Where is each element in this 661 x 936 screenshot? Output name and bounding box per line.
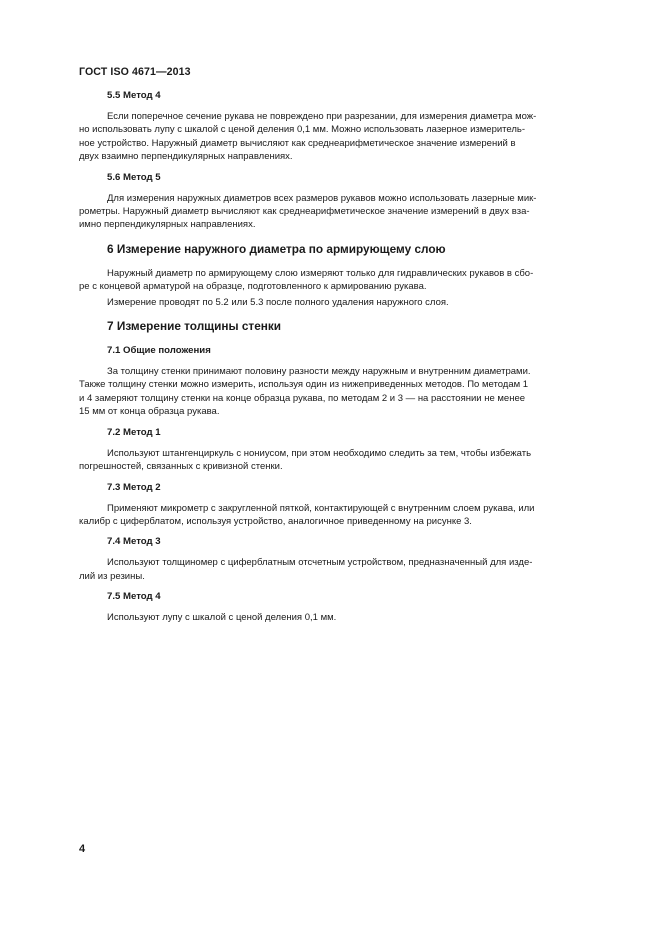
paragraph: Наружный диаметр по армирующему слою измеряют только для гидравлических рукавов в сбо- ре с концевой арматурой на образце, подготовленного к армированию рукава. xyxy=(79,267,534,293)
document-body xyxy=(79,89,615,632)
document-header: ГОСТ ISO 4671—2013 xyxy=(79,66,191,78)
paragraph: Используют толщиномер с циферблатным отсчетным устройством, предназначенный для изде- лий из резины. xyxy=(79,557,533,582)
chapter-heading: 6 Измерение наружного диаметра по армирующему слою xyxy=(107,241,446,256)
paragraph: Для измерения наружных диаметров всех размеров рукавов можно использовать лазерные мик- рометры. Наружный диаметр вычисляют как среднеарифметическое значение измерений в двух вза- имно перпендикулярных направлениях. xyxy=(79,192,537,231)
paragraph: За толщину стенки принимают половину разности между наружным и внутренним диаметрами. Также толщину стенки можно измерить, используя один из нижеприведенных методов. По методам 1 и 4 замеряют толщину стенки на конце образца рукава, по методам 2 и 3 — на расстоянии не менее 15 мм от конца образца рукава. xyxy=(79,366,531,418)
paragraph: Используют штангенциркуль с нониусом, при этом необходимо следить за тем, чтобы избежать погрешностей, связанных с кривизной стенки. xyxy=(79,447,532,473)
section-heading: 5.6 Метод 5 xyxy=(107,171,161,183)
paragraph: Измерение проводят по 5.2 или 5.3 после полного удаления наружного слоя. xyxy=(107,296,449,308)
section-heading: 7.5 Метод 4 xyxy=(107,591,161,603)
section-heading: 7.4 Метод 3 xyxy=(107,536,161,548)
section-heading: 7.3 Метод 2 xyxy=(107,481,161,493)
paragraph: Используют лупу с шкалой с ценой деления 0,1 мм. xyxy=(107,612,337,624)
section-heading: 7.1 Общие положения xyxy=(107,345,211,357)
section-heading: 5.5 Метод 4 xyxy=(107,90,161,101)
chapter-heading: 7 Измерение толщины стенки xyxy=(107,319,282,334)
page-number: 4 xyxy=(79,843,86,855)
paragraph: Если поперечное сечение рукава не повреждено при разрезании, для измерения диаметра мож- но использовать лупу с шкалой с ценой деления 0,1 мм. Можно использовать лазерное измеритель- ное устройство. Наружный диаметр вычисляют как среднеарифметическое значение измерений в двух взаимно перпендикулярных направлениях. xyxy=(79,111,537,163)
paragraph: Применяют микрометр с закругленной пяткой, контактирующей с внутренним слоем рукава, или калибр с циферблатом, используя устройство, аналогичное приведенному на рисунке 3. xyxy=(79,502,535,527)
section-heading: 7.2 Метод 1 xyxy=(107,426,161,438)
